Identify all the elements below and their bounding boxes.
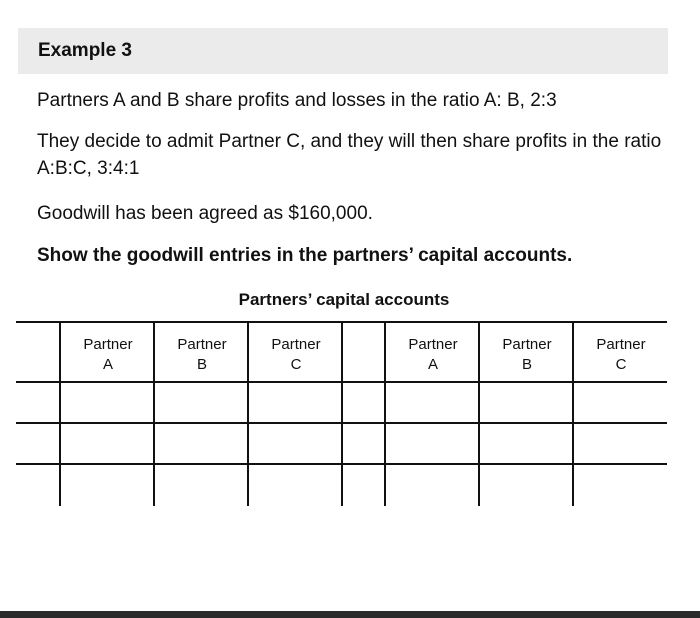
column-header-partner-a-right: Partner A bbox=[408, 336, 458, 373]
capital-accounts-table bbox=[16, 321, 667, 506]
column-header-partner-a-left: Partner A bbox=[83, 336, 133, 373]
problem-statement-admission: They decide to admit Partner C, and they will then share profits in the ratio A:B:C, 3:4:1 bbox=[37, 131, 662, 179]
bottom-border-strip bbox=[0, 611, 700, 618]
column-header-partner-b-right: Partner B bbox=[502, 336, 552, 373]
table-caption: Partners’ capital accounts bbox=[238, 290, 450, 309]
example-title-bar bbox=[18, 28, 668, 74]
example-title: Example 3 bbox=[38, 40, 132, 61]
task-instruction: Show the goodwill entries in the partners’ capital accounts. bbox=[37, 245, 573, 266]
column-header-partner-b-left: Partner B bbox=[177, 336, 227, 373]
column-header-partner-c-left: Partner C bbox=[271, 336, 321, 373]
problem-statement-ratio: Partners A and B share profits and losses in the ratio A: B, 2:3 bbox=[37, 90, 557, 111]
problem-statement-goodwill: Goodwill has been agreed as $160,000. bbox=[37, 203, 373, 224]
column-header-partner-c-right: Partner C bbox=[596, 336, 646, 373]
